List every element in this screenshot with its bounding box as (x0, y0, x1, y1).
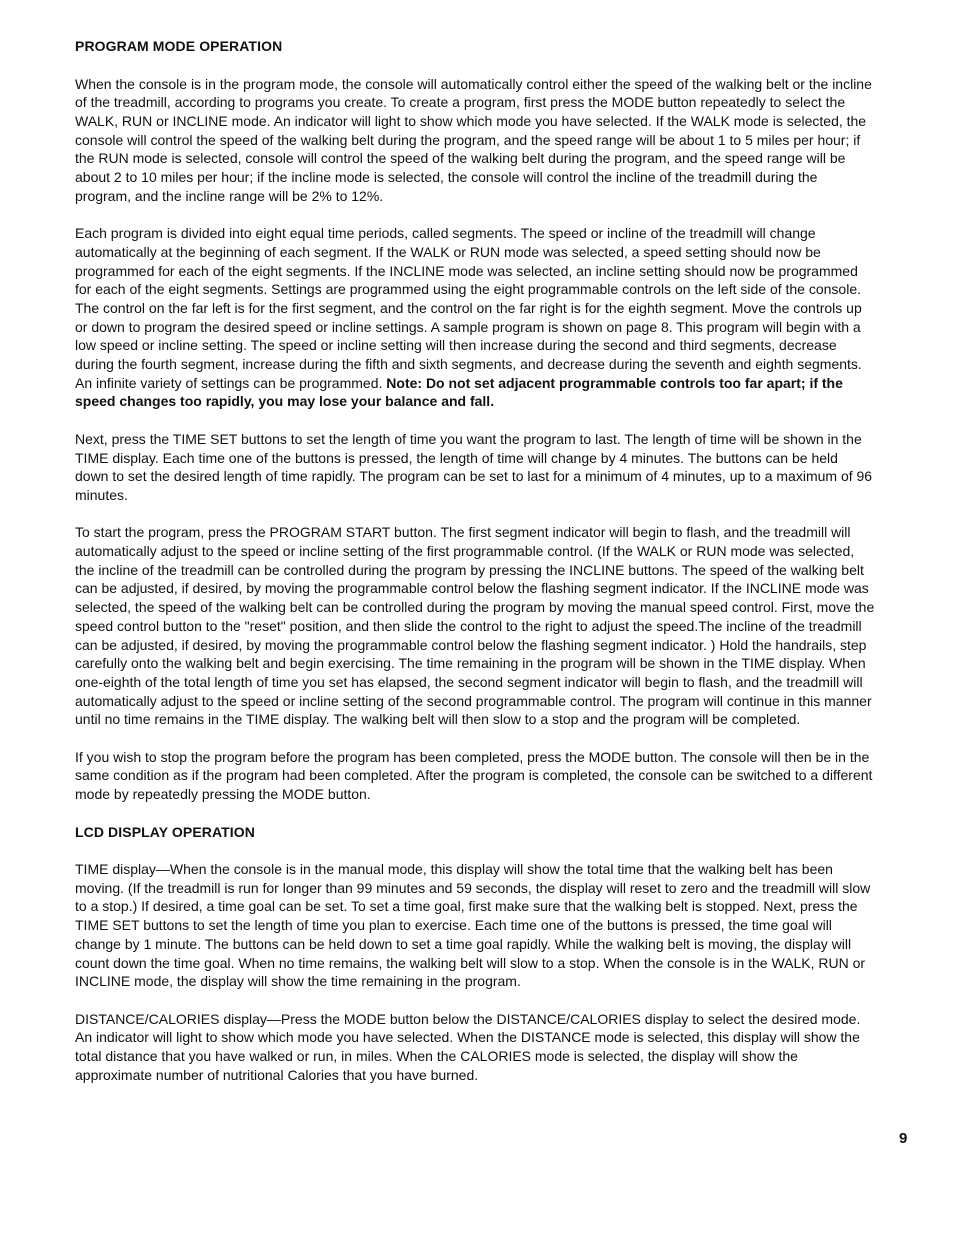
section-heading-lcd-display: LCD DISPLAY OPERATION (75, 823, 255, 840)
paragraph-time-set: Next, press the TIME SET buttons to set the length of time you want the program to last. The length of time will be shown in the TIME display. Each time one of the buttons is pressed, the length of time will change by 4 minutes. The buttons can be held down to set the desired length of time rapidly. The program can be set to last for a minimum of 4 minutes, up to a maximum of 96 minutes. (75, 430, 873, 503)
page-content (75, 37, 875, 1103)
paragraph-distance-calories-display: DISTANCE/CALORIES display—Press the MODE button below the DISTANCE/CALORIES display to select the desired mode. An indicator will light to show which mode you have selected. When the DISTANCE mode is selected, this display will show the total distance that you have walked or run, in miles. When the CALORIES mode is selected, the display will show the approximate number of nutritional Calories that you have burned. (75, 1010, 861, 1083)
paragraph-time-display: TIME display—When the console is in the manual mode, this display will show the total time that the walking belt has been moving. (If the treadmill is run for longer than 99 minutes and 59 seconds, the display will reset to zero and the treadmill will slow to a stop.) If desired, a time goal can be set. To set a time goal, first make sure that the walking belt is stopped. Next, press the TIME SET buttons to set the length of time you plan to exercise. Each time one of the buttons is pressed, the time goal will change by 1 minute. The buttons can be held down to set a time goal rapidly. While the walking belt is moving, the display will count down the time goal. When no time remains, the walking belt will slow to a stop. When the console is in the WALK, RUN or INCLINE mode, the display will show the time remaining in the program. (75, 861, 871, 990)
paragraph-program-mode-intro: When the console is in the program mode, the console will automatically control either the speed of the walking belt or the incline of the treadmill, according to programs you create. To create a program, first press the MODE button repeatedly to select the WALK, RUN or INCLINE mode. An indicator will light to show which mode you have selected. If the WALK mode is selected, the console will control the speed of the walking belt during the program, and the speed range will be about 1 to 5 miles per hour; if the RUN mode is selected, console will control the speed of the walking belt during the program, and the speed range will be about 2 to 10 miles per hour; if the incline mode is selected, the console will control the incline of the treadmill during the program, and the incline range will be 2% to 12%. (75, 75, 872, 204)
paragraph-program-start: To start the program, press the PROGRAM START button. The first segment indicator will begin to flash, and the treadmill will automatically adjust to the speed or incline setting of the first programmable control. (If the WALK or RUN mode was selected, the incline of the treadmill can be controlled during the program by pressing the INCLINE buttons. The speed of the walking belt can be adjusted, if desired, by moving the programmable control below the flashing segment indicator. If the INCLINE mode was selected, the speed of the walking belt can be controlled during the program by moving the manual speed control. First, move the speed control button to the "reset" position, and then slide the control to the right to adjust the speed.The incline of the treadmill can be adjusted, if desired, by moving the programmable control below the flashing segment indicator. ) Hold the handrails, step carefully onto the walking belt and begin exercising. The time remaining in the program will be shown in the TIME display. When one-eighth of the total length of time you set has elapsed, the second segment indicator will begin to flash, and the treadmill will automatically adjust to the speed or incline setting of the second programmable control. The program will continue in this manner until no time remains in the TIME display. The walking belt will then slow to a stop and the program will be completed. (75, 524, 875, 728)
paragraph-segments (75, 224, 875, 411)
safety-note: Note: Do not set adjacent programmable controls too far apart; if the speed changes too rapidly, you may lose your balance and fall. (75, 374, 843, 410)
page-number: 9 (899, 1130, 908, 1147)
paragraph-segments-text: Each program is divided into eight equal time periods, called segments. The speed or incline of the treadmill will change automatically at the beginning of each segment. If the WALK or RUN mode was selected, a speed setting should now be programmed for each of the eight segments. If the INCLINE mode was selected, an incline setting should now be programmed for each of the eight segments. Settings are programmed using the eight programmable controls on the left side of the console. The control on the far left is for the first segment, and the control on the far right is for the eighth segment. Move the controls up or down to program the desired speed or incline settings. A sample program is shown on page 8. This program will begin with a low speed or incline setting. The speed or incline setting will then increase during the second and third segments, decrease during the fourth segment, increase during the fifth and sixth segments, and decrease during the seventh and eighth segments. An infinite variety of settings can be programmed. (75, 225, 862, 391)
paragraph-stop-program: If you wish to stop the program before the program has been completed, press the MODE button. The console will then be in the same condition as if the program had been completed. After the program is completed, the console can be switched to a different mode by repeatedly pressing the MODE button. (75, 748, 873, 803)
section-heading-program-mode: PROGRAM MODE OPERATION (75, 38, 283, 54)
